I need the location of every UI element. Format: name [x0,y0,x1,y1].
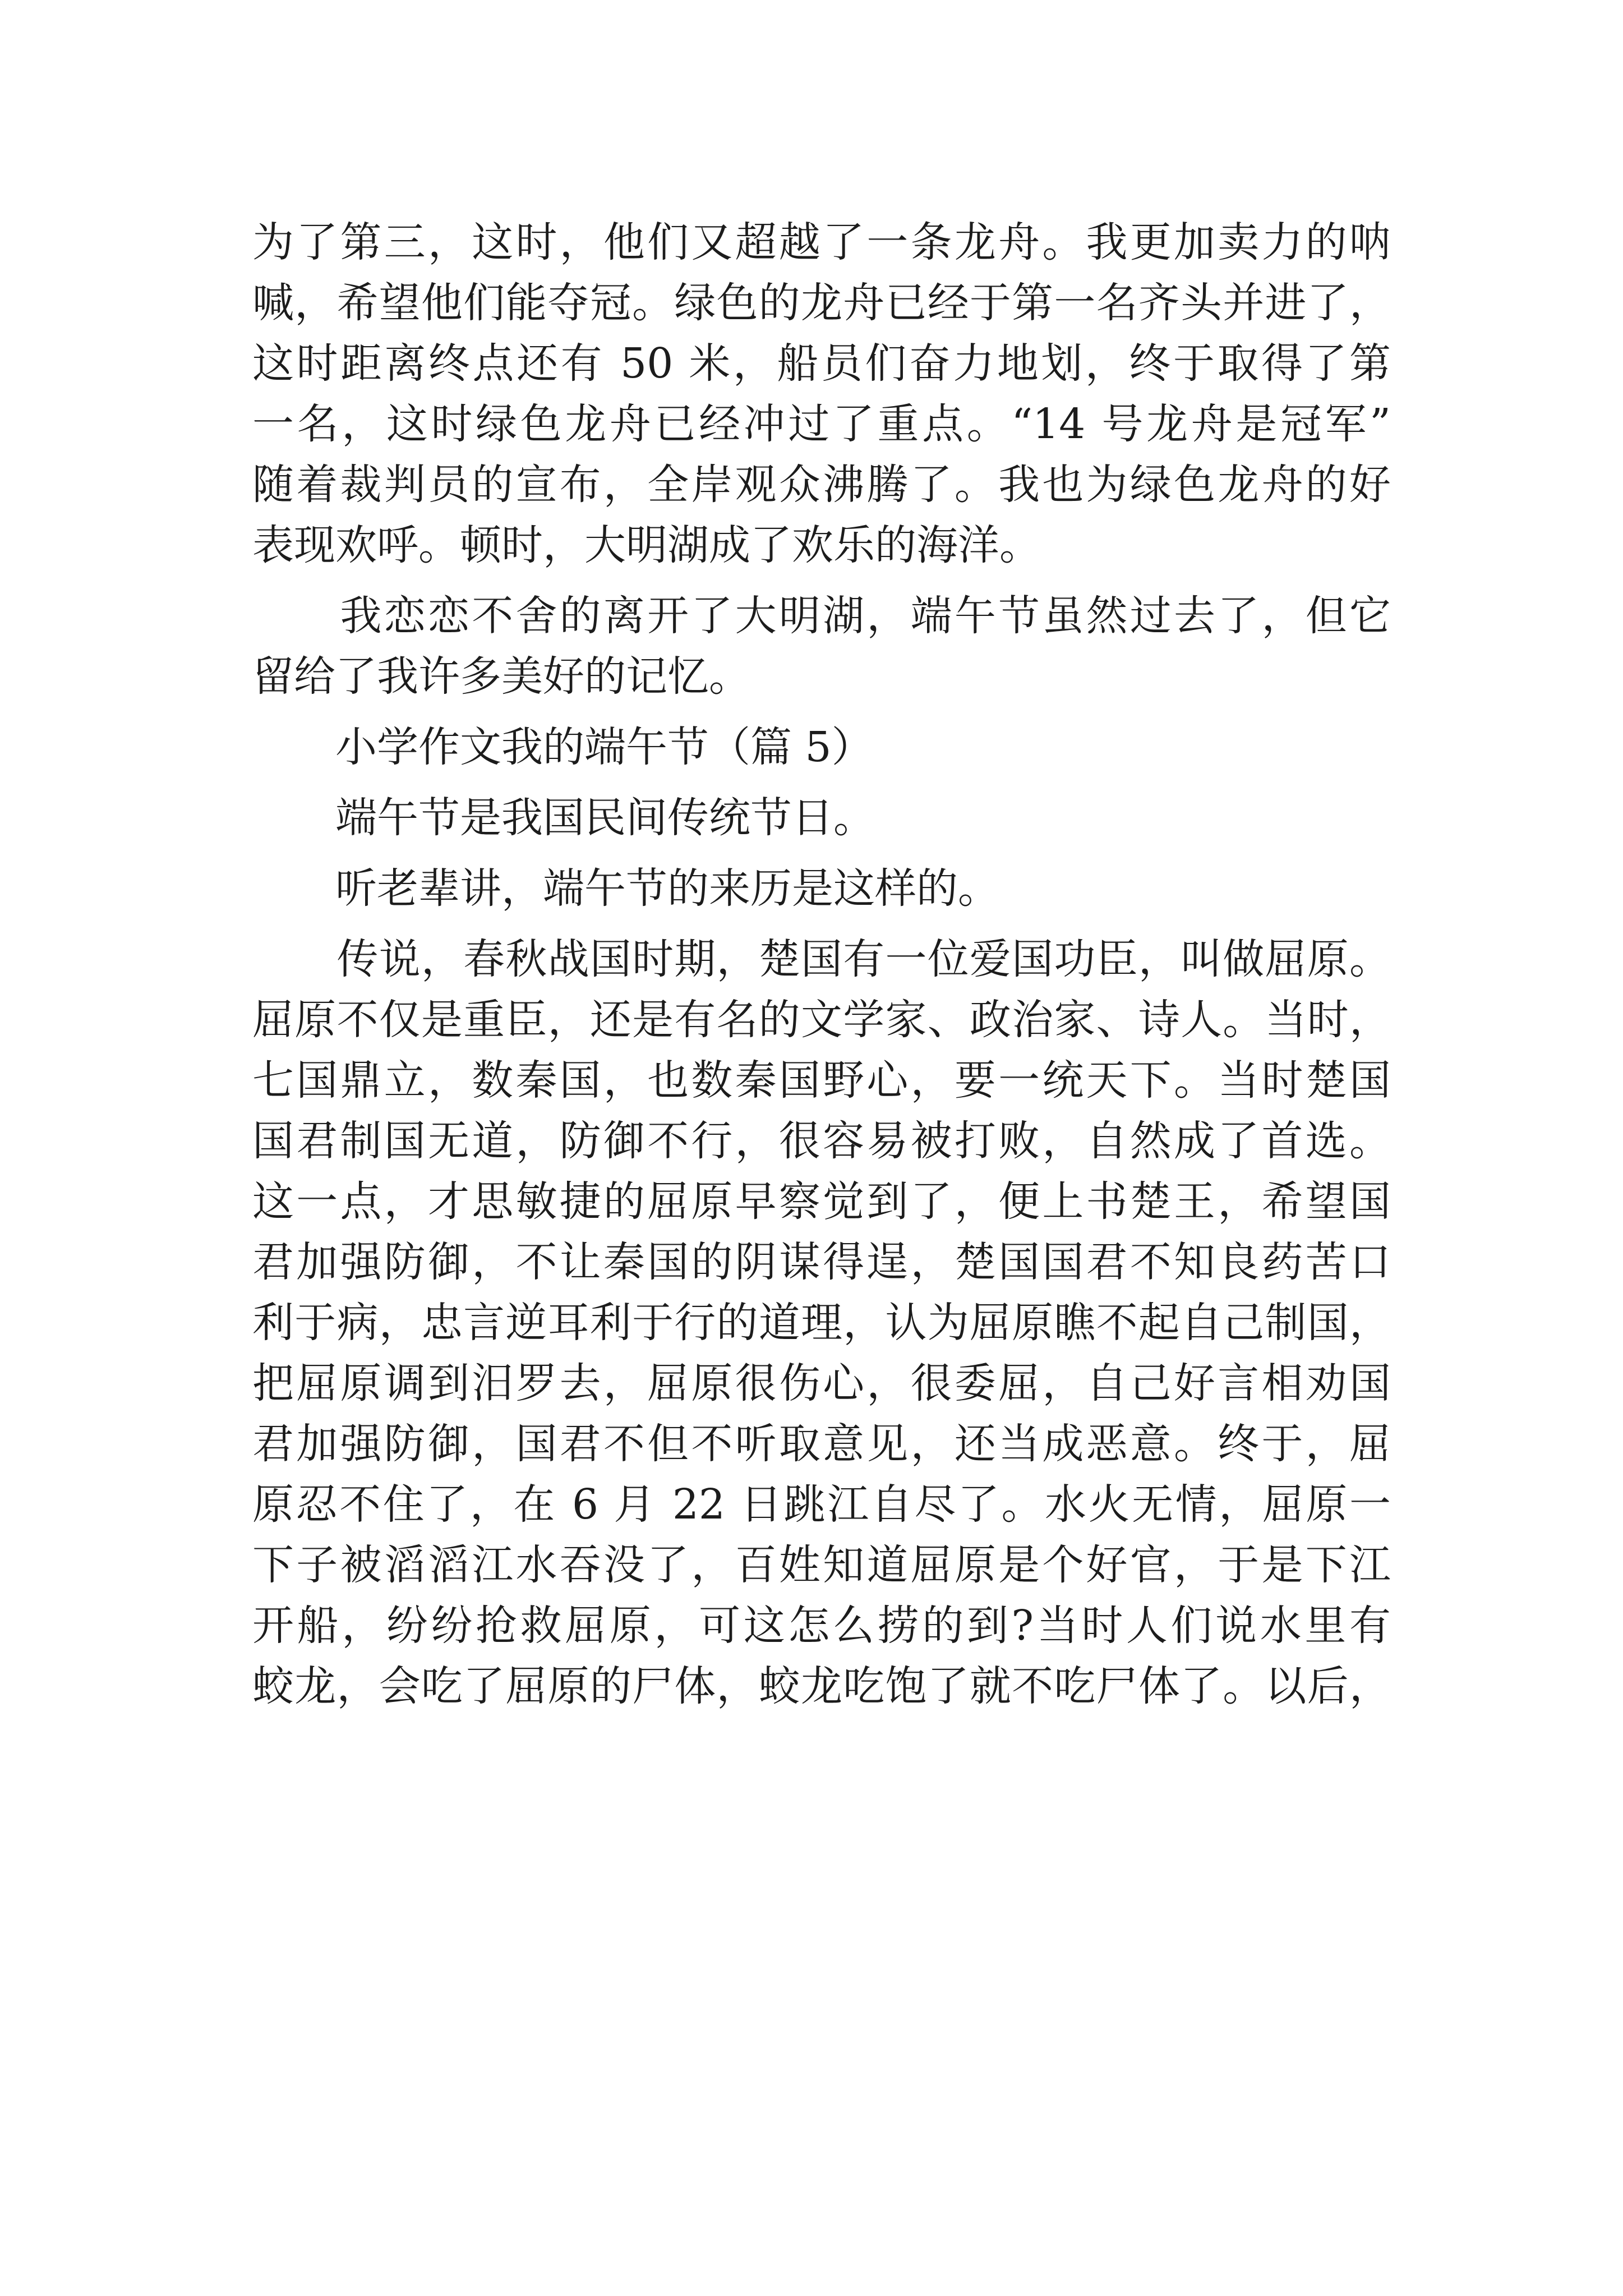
text-line: 七国鼎立，数秦国，也数秦国野心，要一统天下。当时楚国 [252,1056,1391,1105]
paragraph-gap [252,707,1391,717]
paragraph-gap [252,576,1391,586]
text-line: 听老辈讲，端午节的来历是这样的。 [252,864,999,913]
text-line: 国君制国无道，防御不行，很容易被打败，自然成了首选。 [252,1117,1391,1165]
text-line: 端午节是我国民间传统节日。 [252,794,875,842]
section-heading: 小学作文我的端午节（篇 5） [252,723,873,771]
text-line: 我恋恋不舍的离开了大明湖，端午节虽然过去了，但它 [252,592,1391,640]
text-line: 原忍不住了，在 6 月 22 日跳江自尽了。水火无情，屈原一 [252,1480,1391,1529]
text-line: 利于病，忠言逆耳利于行的道理，认为屈原瞧不起自己制国， [252,1299,1391,1347]
paragraph-gap [252,848,1391,858]
text-line: 为了第三，这时，他们又超越了一条龙舟。我更加卖力的呐 [252,218,1391,266]
text-line: 下子被滔滔江水吞没了，百姓知道屈原是个好官，于是下江 [252,1541,1391,1589]
text-line: 一名，这时绿色龙舟已经冲过了重点。“14 号龙舟是冠军” [252,400,1391,448]
text-line: 屈原不仅是重臣，还是有名的文学家、政治家、诗人。当时， [252,996,1391,1044]
body-text [252,212,1391,1717]
text-line: 君加强防御，不让秦国的阴谋得逞，楚国国君不知良药苦口 [252,1238,1391,1286]
text-line: 传说，春秋战国时期，楚国有一位爱国功臣，叫做屈原。 [252,935,1391,983]
text-line: 表现欢呼。顿时，大明湖成了欢乐的海洋。 [252,521,1041,569]
text-line: 喊，希望他们能夺冠。绿色的龙舟已经于第一名齐头并进了， [252,279,1391,327]
paragraph-gap [252,919,1391,929]
paragraph-gap [252,777,1391,788]
text-line: 君加强防御，国君不但不听取意见，还当成恶意。终于，屈 [252,1420,1391,1468]
text-line: 随着裁判员的宣布，全岸观众沸腾了。我也为绿色龙舟的好 [252,461,1391,509]
text-line: 这一点，才思敏捷的屈原早察觉到了，便上书楚王，希望国 [252,1177,1391,1226]
text-line: 开船，纷纷抢救屈原，可这怎么捞的到?当时人们说水里有 [252,1602,1391,1650]
text-line: 这时距离终点还有 50 米，船员们奋力地划，终于取得了第 [252,339,1391,388]
text-line: 蛟龙，会吃了屈原的尸体，蛟龙吃饱了就不吃尸体了。以后， [252,1662,1391,1710]
text-line: 把屈原调到汨罗去，屈原很伤心，很委屈，自己好言相劝国 [252,1359,1391,1407]
text-line: 留给了我许多美好的记忆。 [252,652,750,701]
